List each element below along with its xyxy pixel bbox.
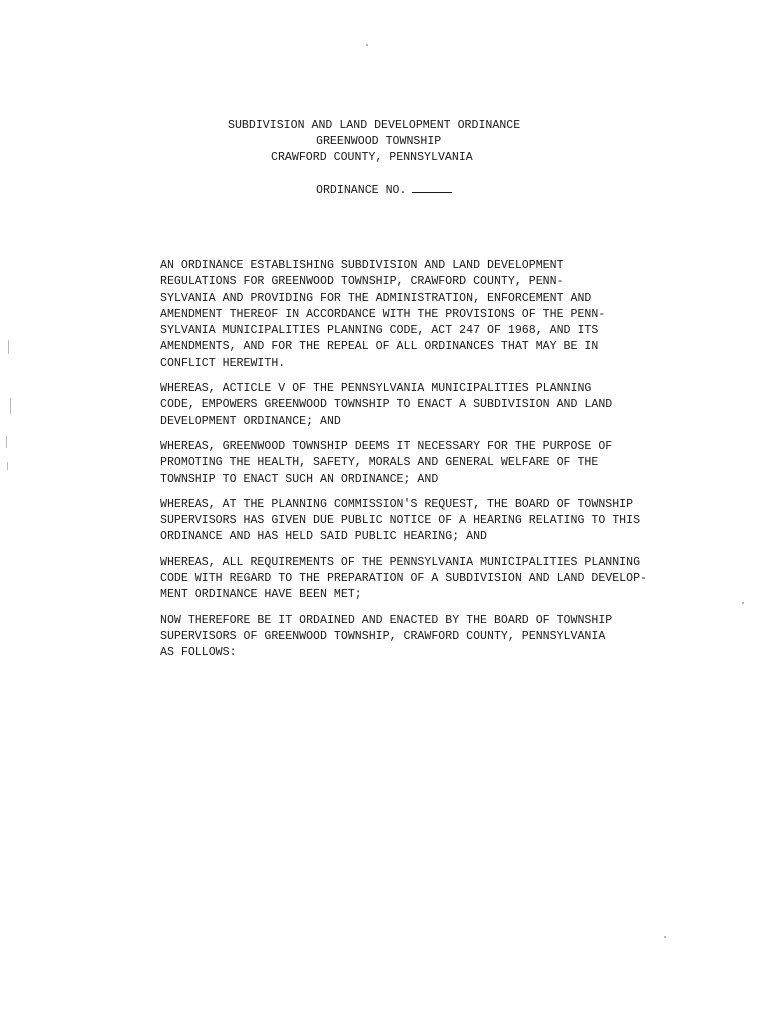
paragraph-whereas-1	[160, 381, 720, 430]
paragraph-preamble	[160, 258, 720, 372]
paragraph-line: AMENDMENTS, AND FOR THE REPEAL OF ALL ORDINANCES THAT MAY BE IN	[160, 340, 599, 354]
paragraph-line: SUPERVISORS OF GREENWOOD TOWNSHIP, CRAWFORD COUNTY, PENNSYLVANIA	[160, 629, 606, 643]
paragraph-line: PROMOTING THE HEALTH, SAFETY, MORALS AND GENERAL WELFARE OF THE	[160, 456, 599, 470]
scan-artifact	[8, 340, 9, 354]
paragraph-line: SUPERVISORS HAS GIVEN DUE PUBLIC NOTICE OF A HEARING RELATING TO THIS	[160, 514, 641, 528]
scan-artifact	[664, 936, 666, 938]
paragraph-line: REGULATIONS FOR GREENWOOD TOWNSHIP, CRAWFORD COUNTY, PENN-	[160, 275, 564, 289]
paragraph-line: WHEREAS, ALL REQUIREMENTS OF THE PENNSYLVANIA MUNICIPALITIES PLANNING	[160, 555, 641, 569]
scan-artifact	[6, 436, 7, 448]
paragraph-line: SYLVANIA AND PROVIDING FOR THE ADMINISTRATION, ENFORCEMENT AND	[160, 291, 592, 305]
ordinance-number-label: ORDINANCE NO.	[316, 184, 407, 197]
paragraph-whereas-2	[160, 439, 720, 488]
scan-artifact	[742, 602, 744, 604]
paragraph-line: DEVELOPMENT ORDINANCE; AND	[160, 414, 341, 428]
paragraph-line: MENT ORDINANCE HAVE BEEN MET;	[160, 588, 362, 602]
paragraph-line: WHEREAS, ACTICLE V OF THE PENNSYLVANIA MUNICIPALITIES PLANNING	[160, 382, 592, 396]
paragraph-line: AN ORDINANCE ESTABLISHING SUBDIVISION AND LAND DEVELOPMENT	[160, 259, 564, 272]
ordinance-body	[160, 258, 720, 671]
paragraph-line: CODE WITH REGARD TO THE PREPARATION OF A SUBDIVISION AND LAND DEVELOP-	[160, 572, 648, 586]
paragraph-line: NOW THEREFORE BE IT ORDAINED AND ENACTED BY THE BOARD OF TOWNSHIP	[160, 613, 613, 627]
paragraph-whereas-3	[160, 497, 720, 546]
paragraph-whereas-4	[160, 555, 720, 604]
paragraph-line: CONFLICT HEREWITH.	[160, 356, 286, 370]
county-state: CRAWFORD COUNTY, PENNSYLVANIA	[271, 151, 473, 164]
paragraph-line: ORDINANCE AND HAS HELD SAID PUBLIC HEARING; AND	[160, 530, 487, 544]
scan-artifact	[7, 462, 8, 470]
scan-artifact	[10, 398, 11, 414]
paragraph-line: WHEREAS, AT THE PLANNING COMMISSION'S REQUEST, THE BOARD OF TOWNSHIP	[160, 497, 634, 511]
paragraph-line: TOWNSHIP TO ENACT SUCH AN ORDINANCE; AND	[160, 472, 439, 486]
paragraph-line: AMENDMENT THEREOF IN ACCORDANCE WITH THE PROVISIONS OF THE PENN-	[160, 307, 606, 321]
paragraph-line: AS FOLLOWS:	[160, 646, 237, 660]
paragraph-enactment	[160, 613, 720, 662]
ordinance-number-line	[316, 182, 452, 199]
paragraph-line: CODE, EMPOWERS GREENWOOD TOWNSHIP TO ENACT A SUBDIVISION AND LAND	[160, 398, 613, 412]
ordinance-title: SUBDIVISION AND LAND DEVELOPMENT ORDINANCE	[228, 119, 521, 132]
township-name: GREENWOOD TOWNSHIP	[316, 135, 442, 148]
paragraph-line: WHEREAS, GREENWOOD TOWNSHIP DEEMS IT NECESSARY FOR THE PURPOSE OF	[160, 439, 613, 453]
scan-artifact	[366, 44, 368, 46]
paragraph-line: SYLVANIA MUNICIPALITIES PLANNING CODE, ACT 247 OF 1968, AND ITS	[160, 324, 599, 338]
ordinance-number-blank	[412, 182, 452, 193]
